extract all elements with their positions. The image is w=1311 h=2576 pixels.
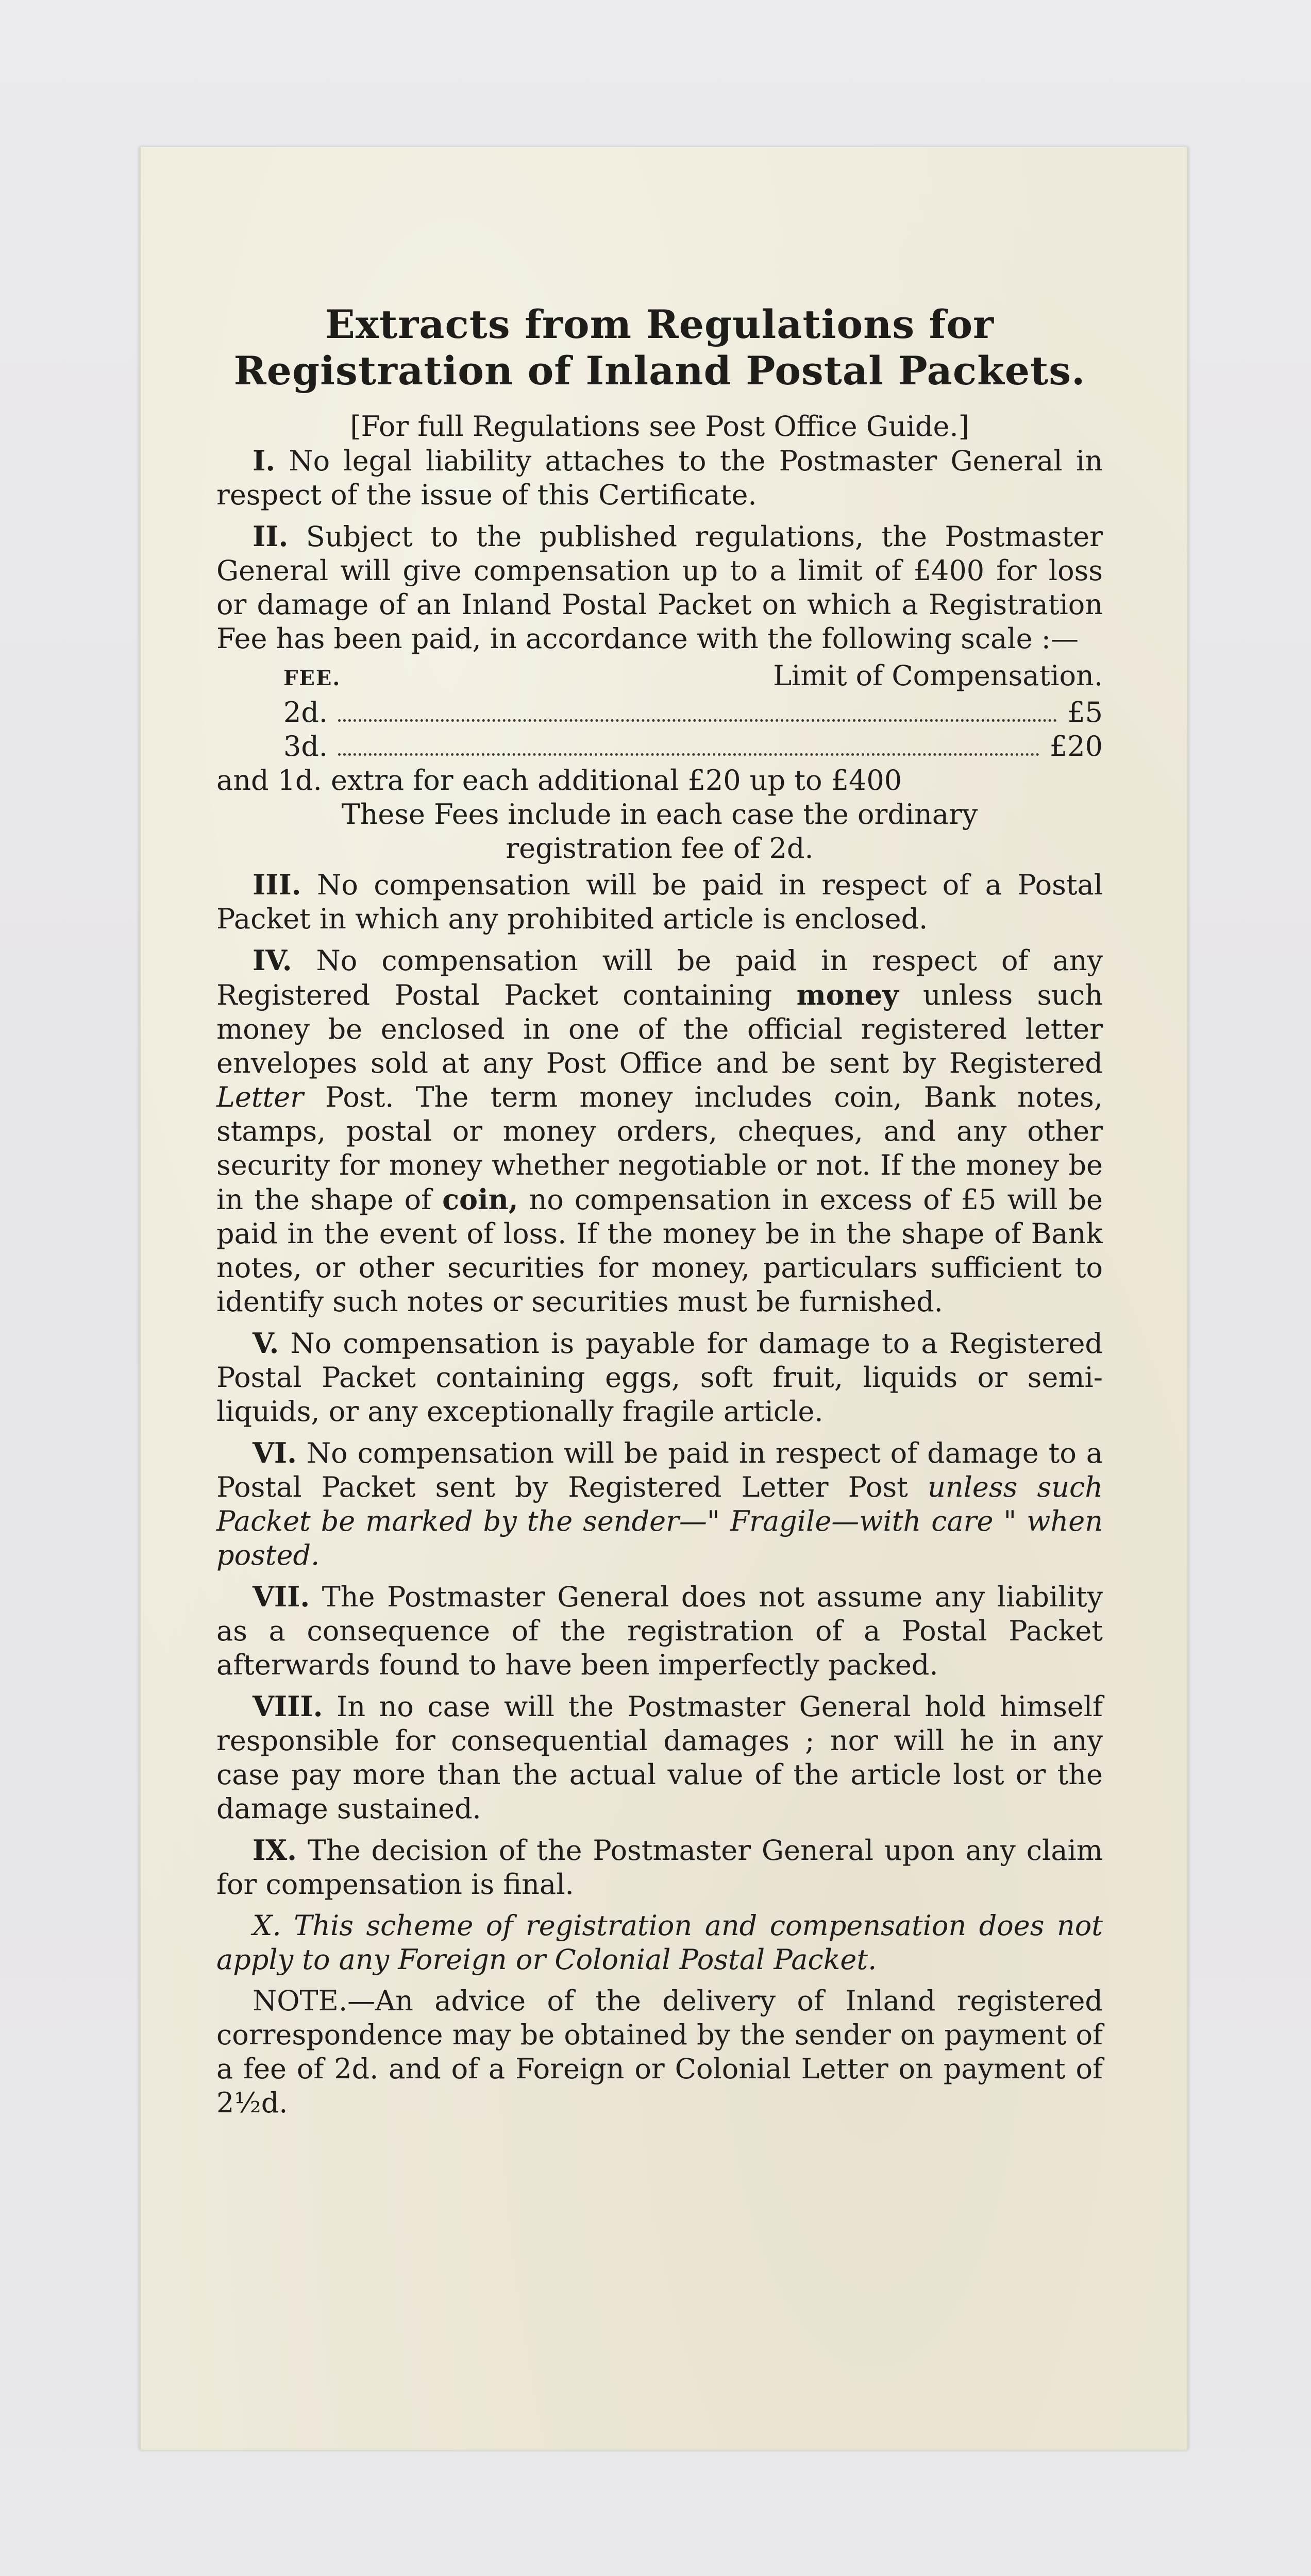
section-number: VI. (253, 1436, 297, 1469)
section-10 (216, 1909, 1103, 1977)
fee-value: 3d. (283, 730, 328, 762)
section-text: No compensation will be paid in respect of a Postal Packet in which any prohibited article is enclosed. (216, 869, 1103, 935)
section-text: No compensation will be paid in respect of damage to a Postal Packet sent by Registered Letter Post (216, 1437, 1103, 1503)
section-9 (216, 1833, 1103, 1902)
section-text-part-2: unless such money be enclosed in one of the official registered letter envelopes sold at any Post Office and be sent by Registered (216, 979, 1103, 1079)
section-text: This scheme of registration and compensation does not apply to any Foreign or Colonial Postal Packet. (216, 1909, 1103, 1976)
delivery-note (216, 1984, 1103, 2120)
section-text: In no case will the Postmaster General hold himself responsible for consequential damages ; nor will he in any case pay more than the actual value of the article lost or the damage sustained. (216, 1690, 1103, 1825)
section-text-part-1: No compensation will be paid in respect of any Registered Postal Packet containing (216, 944, 1103, 1011)
section-text-part-3: Post. The term money includes coin, Bank notes, stamps, postal or money orders, cheques, and any other security for money whether negotiable or not. If the money be in the shape of (216, 1081, 1103, 1216)
fee-row (216, 730, 1103, 764)
section-text: The Postmaster General does not assume any liability as a consequence of the registration of a Postal Packet afterwards found to have been imperfectly packed. (216, 1581, 1103, 1681)
money-emphasis: money (796, 978, 899, 1011)
note-text: An advice of the delivery of Inland registered correspondence may be obtained by the sender on payment of a fee of 2d. and of a Foreign or Colonial Letter on payment of 2½d. (216, 1985, 1103, 2119)
section-7 (216, 1580, 1103, 1682)
fee-scale-table (216, 659, 1103, 866)
title-line-1: Extracts from Regulations for (325, 301, 995, 347)
fee-extra-note: and 1d. extra for each additional £20 up to £400 (216, 764, 902, 796)
section-6 (216, 1436, 1103, 1572)
section-number: X. (253, 1909, 281, 1942)
limit-value: £20 (1049, 730, 1103, 762)
fee-row (216, 696, 1103, 730)
fee-scale-header (216, 659, 1103, 696)
fee-value: 2d. (283, 696, 328, 728)
section-text-part-4: no compensation in excess of £5 will be paid in the event of loss. If the money be in the shape of Bank notes, or other securities for money, particulars sufficient to identify such notes or securities must be furnished. (216, 1183, 1103, 1318)
section-text: No legal liability attaches to the Postmaster General in respect of the issue of this Certificate. (216, 445, 1103, 511)
section-number: II. (253, 520, 289, 553)
regulations-text (216, 301, 1103, 2120)
section-text: The decision of the Postmaster General upon any claim for compensation is final. (216, 1834, 1103, 1901)
title-line-2: Registration of Inland Postal Packets. (233, 348, 1086, 394)
section-number: III. (253, 868, 301, 901)
section-text: No compensation is payable for damage to a Registered Postal Packet containing eggs, soft fruit, liquids or semi-liquids, or any exceptionally fragile article. (216, 1327, 1103, 1428)
document-title (216, 301, 1103, 394)
section-3 (216, 868, 1103, 936)
leader-dots (338, 738, 1039, 756)
limit-column-header: Limit of Compensation. (773, 659, 1103, 692)
fee-include-note-2: registration fee of 2d. (506, 832, 814, 865)
section-number: VII. (253, 1580, 310, 1613)
fee-column-header: FEE. (283, 666, 341, 690)
fee-include-note-1: These Fees include in each case the ordinary (341, 798, 978, 831)
section-8 (216, 1689, 1103, 1826)
section-number: V. (253, 1327, 279, 1360)
limit-value: £5 (1067, 696, 1103, 728)
section-4 (216, 943, 1103, 1319)
section-number: I. (253, 444, 276, 477)
section-1 (216, 444, 1103, 512)
section-5 (216, 1326, 1103, 1429)
section-text: Subject to the published regulations, the Postmaster General will give compensation up to a limit of £400 for loss or damage of an Inland Postal Packet on which a Registration Fee has been paid, in accordance with the following scale :— (216, 520, 1103, 655)
note-label: NOTE.— (253, 1985, 376, 2017)
letter-emphasis: Letter (216, 1081, 304, 1113)
section-number: VIII. (253, 1690, 323, 1723)
section-italic-text: unless such Packet be marked by the sender—" Fragile—with care " when posted. (216, 1471, 1103, 1571)
section-2 (216, 519, 1103, 656)
coin-emphasis: coin, (442, 1183, 518, 1216)
section-number: IX. (253, 1834, 297, 1867)
section-number: IV. (253, 944, 292, 977)
reference-note: [For full Regulations see Post Office Guide.] (350, 410, 969, 443)
leader-dots (338, 704, 1057, 722)
